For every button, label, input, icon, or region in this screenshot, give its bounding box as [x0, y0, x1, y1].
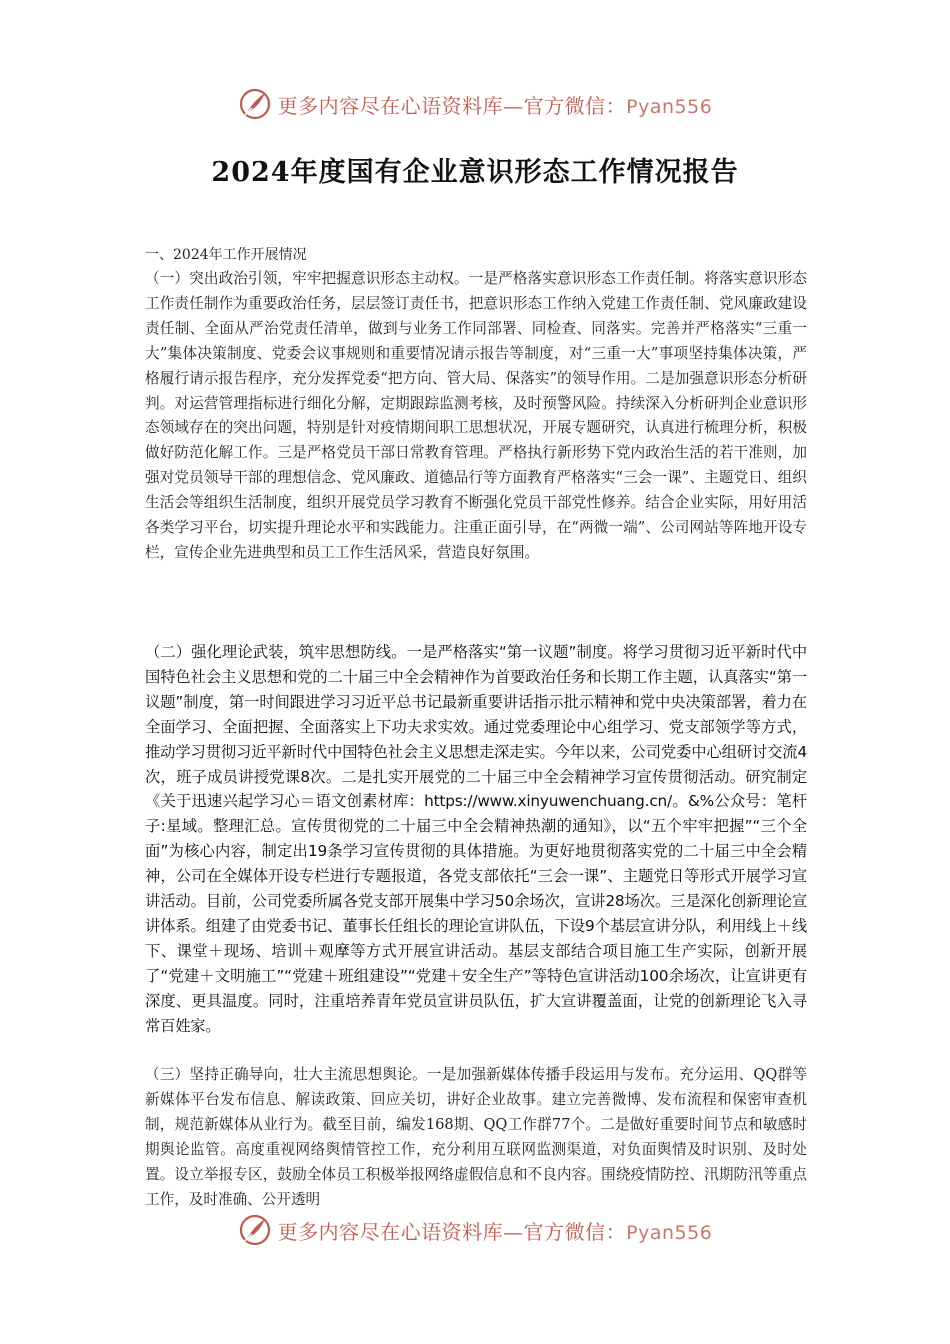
- watermark-text: 更多内容尽在心语资料库—官方微信：Pyan556: [277, 93, 713, 118]
- quill-logo-icon: [238, 87, 272, 121]
- paragraph-theory-armament: （二）强化理论武装，筑牢思想防线。一是严格落实“第一议题”制度。将学习贯彻习近平新时代中国特色社会主义思想和党的二十届三中全会精神作为首要政治任务和长期工作主题，认真落实“第一议题”制度，第一时间跟进学习习近平总书记最新重要讲话指示批示精神和党中央决策部署，着力在全面学习、全面把握、全面落实上下功夫求实效。通过党委理论中心组学习、党支部领学等方式，推动学习贯彻习近平新时代中国特色社会主义思想走深走实。今年以来，公司党委中心组研讨交流4次，班子成员讲授党课8次。二是扎实开展党的二十届三中全会精神学习宣传贯彻活动。研究制定《关于迅速兴起学习心＝语文创素材库：https://www.xinyuwenchuang.cn/。&%公众号：笔杆子:星域。整理汇总。宣传贯彻党的二十届三中全会精神热潮的通知》，以“五个牢牢把握”“三个全面”为核心内容，制定出19条学习宣传贯彻的具体措施。为更好地贯彻落实党的二十届三中全会精神，公司在全媒体开设专栏进行专题报道，各党支部依托“三会一课”、主题党日等形式开展学习宣讲活动。目前，公司党委所属各党支部开展集中学习50余场次，宣讲28场次。三是深化创新理论宣讲体系。组建了由党委书记、董事长任组长的理论宣讲队伍，下设9个基层宣讲分队，利用线上＋线下、课堂＋现场、培训＋观摩等方式开展宣讲活动。基层支部结合项目施工生产实际，创新开展了“党建＋文明施工”“党建＋班组建设”“党建＋安全生产”等特色宣讲活动100余场次，让宣讲更有深度、更具温度。同时，注重培养青年党员宣讲员队伍，扩大宣讲覆盖面，让党的创新理论飞入寻常百姓家。: [145, 643, 807, 1035]
- header-watermark: [0, 84, 950, 124]
- quill-logo-icon: [238, 1213, 272, 1247]
- document-body: [145, 244, 807, 1213]
- paragraph-political-leadership: （一）突出政治引领，牢牢把握意识形态主动权。一是严格落实意识形态工作责任制。将落实意识形态工作责任制作为重要政治任务，层层签订责任书，把意识形态工作纳入党建工作责任制、党风廉政建设责任制、全面从严治党责任清单，做到与业务工作同部署、同检查、同落实。完善并严格落实“三重一大”集体决策制度、党委会议事规则和重要情况请示报告等制度，对“三重一大”事项坚持集体决策，严格履行请示报告程序，充分发挥党委“把方向、管大局、保落实”的领导作用。二是加强意识形态分析研判。对运营管理指标进行细化分解，定期跟踪监测考核，及时预警风险。持续深入分析研判企业意识形态领域存在的突出问题，特别是针对疫情期间职工思想状况，开展专题研究，认真进行梳理分析，积极做好防范化解工作。三是严格党员干部日常教育管理。严格执行新形势下党内政治生活的若干准则，加强对党员领导干部的理想信念、党风廉政、道德品行等方面教育严格落实“三会一课”、主题党日、组织生活会等组织生活制度，组织开展党员学习教育不断强化党员干部党性修养。结合企业实际，用好用活各类学习平台，切实提升理论水平和实践能力。注重正面引导，在“两微一端”、公司网站等阵地开设专栏，宣传企业先进典型和员工工作生活风采，营造良好氛围。: [145, 270, 807, 561]
- paragraph-public-opinion: （三）坚持正确导向，壮大主流思想舆论。一是加强新媒体传播手段运用与发布。充分运用、QQ群等新媒体平台发布信息、解读政策、回应关切，讲好企业故事。建立完善微博、发布流程和保密审查机制，规范新媒体从业行为。截至目前，编发168期、QQ工作群77个。二是做好重要时间节点和敏感时期舆论监管。高度重视网络舆情管控工作，充分利用互联网监测渠道，对负面舆情及时识别、及时处置。设立举报专区，鼓励全体员工积极举报网络虚假信息和不良内容。围绕疫情防控、汛期防汛等重点工作，及时准确、公开透明: [145, 1066, 807, 1208]
- footer-watermark: [0, 1210, 950, 1250]
- watermark-text: 更多内容尽在心语资料库—官方微信：Pyan556: [277, 1219, 713, 1244]
- section-heading: 一、2024年工作开展情况: [145, 247, 307, 263]
- document-title: 2024年度国有企业意识形态工作情况报告: [211, 157, 739, 188]
